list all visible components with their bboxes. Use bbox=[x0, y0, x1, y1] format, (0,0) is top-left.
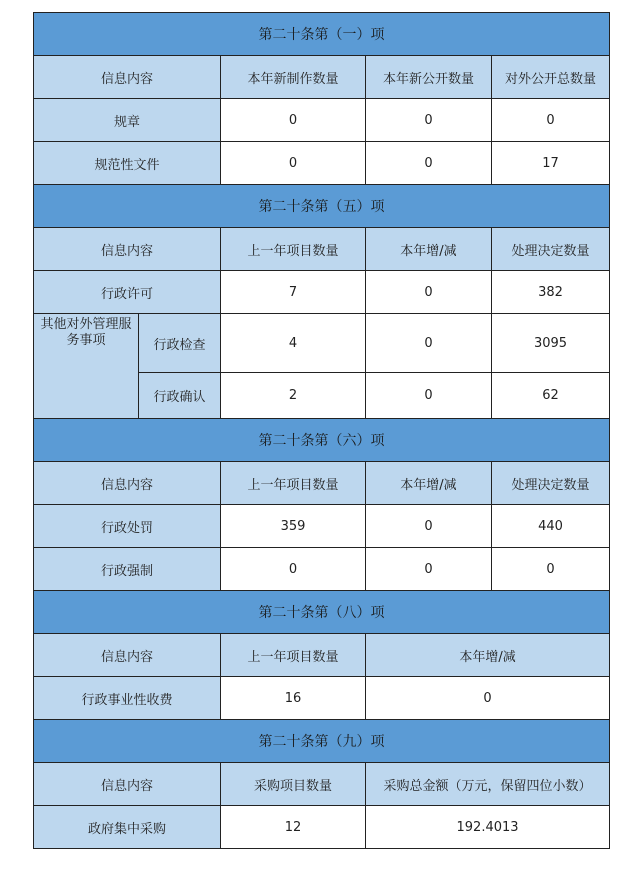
table-row bbox=[34, 505, 610, 548]
table-row bbox=[34, 271, 610, 314]
header-purchase-count: 采购项目数量 bbox=[221, 763, 366, 806]
cell-value: 0 bbox=[221, 142, 366, 185]
group-label: 其他对外管理服务事项 bbox=[34, 314, 139, 419]
disclosure-table bbox=[33, 12, 610, 849]
cell-value: 0 bbox=[366, 271, 492, 314]
row-label: 行政确认 bbox=[139, 373, 221, 419]
header-change: 本年增/减 bbox=[366, 228, 492, 271]
cell-value: 12 bbox=[221, 806, 366, 849]
header-info-content: 信息内容 bbox=[34, 763, 221, 806]
cell-value: 359 bbox=[221, 505, 366, 548]
header-info-content: 信息内容 bbox=[34, 462, 221, 505]
section-title-6: 第二十条第（六）项 bbox=[34, 419, 610, 462]
table-row bbox=[34, 806, 610, 849]
row-label: 行政处罚 bbox=[34, 505, 221, 548]
header-decision-count: 处理决定数量 bbox=[492, 228, 610, 271]
row-label: 行政许可 bbox=[34, 271, 221, 314]
cell-value: 7 bbox=[221, 271, 366, 314]
cell-value: 0 bbox=[492, 99, 610, 142]
section-title-9: 第二十条第（九）项 bbox=[34, 720, 610, 763]
table-row bbox=[34, 548, 610, 591]
header-change: 本年增/减 bbox=[366, 634, 610, 677]
cell-value: 440 bbox=[492, 505, 610, 548]
row-label: 行政检查 bbox=[139, 314, 221, 373]
header-info-content: 信息内容 bbox=[34, 228, 221, 271]
table-row bbox=[34, 677, 610, 720]
cell-value: 0 bbox=[221, 548, 366, 591]
cell-value: 0 bbox=[366, 505, 492, 548]
table-row bbox=[34, 314, 610, 373]
cell-value: 2 bbox=[221, 373, 366, 419]
cell-value: 4 bbox=[221, 314, 366, 373]
header-prev-count: 上一年项目数量 bbox=[221, 228, 366, 271]
header-prev-count: 上一年项目数量 bbox=[221, 462, 366, 505]
cell-value: 3095 bbox=[492, 314, 610, 373]
cell-value: 0 bbox=[221, 99, 366, 142]
table-row bbox=[34, 99, 610, 142]
cell-value: 382 bbox=[492, 271, 610, 314]
row-label: 规范性文件 bbox=[34, 142, 221, 185]
cell-value: 0 bbox=[492, 548, 610, 591]
row-label: 规章 bbox=[34, 99, 221, 142]
section-title-1: 第二十条第（一）项 bbox=[34, 13, 610, 56]
cell-value: 0 bbox=[366, 142, 492, 185]
cell-value: 17 bbox=[492, 142, 610, 185]
cell-value: 0 bbox=[366, 99, 492, 142]
section-title-8: 第二十条第（八）项 bbox=[34, 591, 610, 634]
cell-value: 0 bbox=[366, 677, 610, 720]
header-total-public: 对外公开总数量 bbox=[492, 56, 610, 99]
header-new-public: 本年新公开数量 bbox=[366, 56, 492, 99]
header-purchase-amount: 采购总金额（万元，保留四位小数） bbox=[366, 763, 610, 806]
cell-value: 62 bbox=[492, 373, 610, 419]
header-info-content: 信息内容 bbox=[34, 56, 221, 99]
cell-value: 0 bbox=[366, 373, 492, 419]
table-row bbox=[34, 142, 610, 185]
row-label: 行政事业性收费 bbox=[34, 677, 221, 720]
header-decision-count: 处理决定数量 bbox=[492, 462, 610, 505]
row-label: 政府集中采购 bbox=[34, 806, 221, 849]
row-label: 行政强制 bbox=[34, 548, 221, 591]
cell-value: 0 bbox=[366, 314, 492, 373]
header-info-content: 信息内容 bbox=[34, 634, 221, 677]
section-title-5: 第二十条第（五）项 bbox=[34, 185, 610, 228]
header-prev-count: 上一年项目数量 bbox=[221, 634, 366, 677]
cell-value: 16 bbox=[221, 677, 366, 720]
header-change: 本年增/减 bbox=[366, 462, 492, 505]
header-new-made: 本年新制作数量 bbox=[221, 56, 366, 99]
cell-value: 192.4013 bbox=[366, 806, 610, 849]
cell-value: 0 bbox=[366, 548, 492, 591]
